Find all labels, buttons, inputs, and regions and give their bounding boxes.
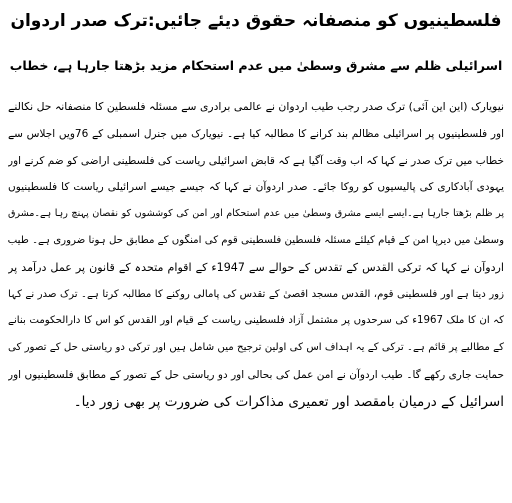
article-body-line: حمایت جاری رکھے گا۔ طیب اردوآن نے امن عمل کی بحالی اور دو ریاستی حل کے تصور کے مطابق فلسطینیوں اور: [8, 368, 504, 381]
article-body-line: اردوآن نے کہا کہ ترکی القدس کے تقدس کے حوالے سے 1947ء کے اقوام متحدہ کے قانون پر عمل درآمد پر: [8, 260, 504, 274]
article-body-line: کہ ان کا ملک 1967ء کی سرحدوں پر مشتمل آزاد فلسطینی ریاست کے قیام اور القدس کو اس کا دارالحکومت بنانے: [8, 315, 504, 327]
article-body-line: کے مطالبے پر قائم ہے۔ ترکی کے یہ اہداف اس کی اولین ترجیح میں شامل ہیں اور ترکی دو ریاستی حل کے تصور کی: [8, 342, 504, 354]
article-body-line: یہودی آبادکاری کی پالیسیوں کو روکا جائے۔ صدر اردوآن نے کہا کہ جیسے جیسے اسرائیلی ریاست کا فلسطینیوں: [8, 181, 504, 194]
article-body-line: پر ظلم بڑھتا جارہا ہے۔ایسے ایسے مشرق وسطیٰ میں عدم استحکام اور امن کی کوششوں کو نقصان پہنچ رہا ہے۔مشرق: [8, 208, 504, 220]
article-body-line: خطاب میں ترک صدر نے کہا کہ اب وقت آگیا ہے کہ قابض اسرائیلی ریاست کی فلسطینی اراضی کو ضم کرنے اور: [8, 154, 504, 167]
article-body-line: نیویارک (این این آئی) ترک صدر رجب طیب اردوان نے عالمی برادری سے مسئلہ فلسطین کا منصفانہ حل نکالنے: [8, 100, 504, 113]
article-body-line: زور دیتا ہے اور فلسطینی قوم، القدس مسجد اقصیٰ کے تقدس کی پامالی روکنے کا مطالبہ کرتا ہے۔ ترک صدر نے کہا: [8, 288, 504, 300]
article-headline: فلسطینیوں کو منصفانہ حقوق دیئے جائیں:ترک صدر اردوان: [10, 11, 502, 31]
article-body-line: اسرائیل کے درمیان بامقصد اور تعمیری مذاکرات کی ضرورت پر بھی زور دیا۔: [73, 393, 504, 410]
article-subheadline: اسرائیلی ظلم سے مشرق وسطیٰ میں عدم استحکام مزید بڑھتا جارہا ہے، خطاب: [9, 58, 503, 73]
article-body: [8, 94, 504, 416]
article-body-line: اور فلسطینیوں پر اسرائیلی مظالم بند کرانے کا مطالبہ کیا ہے۔ نیویارک میں جنرل اسمبلی کے 76ویں اجلاس سے: [8, 127, 504, 140]
article-body-line: وسطیٰ میں دیرپا امن کے قیام کیلئے مسئلہ فلسطین فلسطینی قوم کی امنگوں کے مطابق حل ہونا ضروری ہے۔ طیب: [8, 234, 504, 246]
